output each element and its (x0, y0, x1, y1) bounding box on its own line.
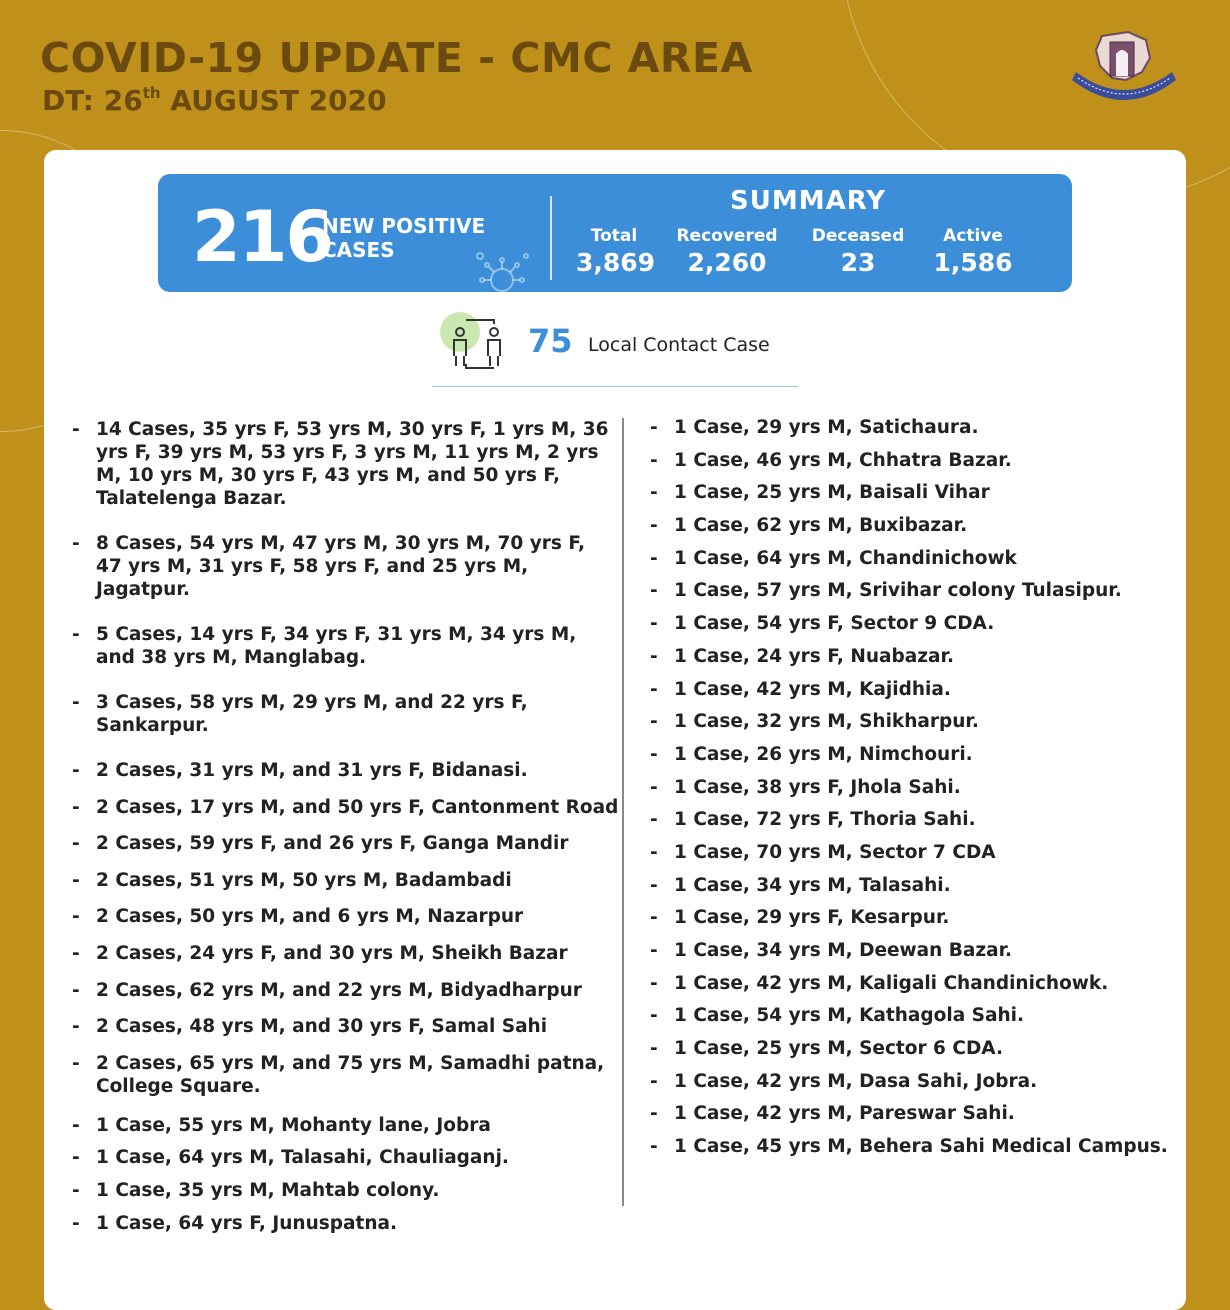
local-contact-row (438, 308, 818, 374)
list-item: - 2 Cases, 50 yrs M, and 6 yrs M, Nazarpur (44, 905, 614, 942)
list-item: - 1 Case, 64 yrs F, Junuspatna. (44, 1212, 614, 1245)
contact-tracing-icon (438, 308, 508, 374)
list-item: - 1 Case, 54 yrs M, Kathagola Sahi. (622, 1004, 1186, 1037)
list-item: - 1 Case, 57 yrs M, Srivihar colony Tulasipur. (622, 579, 1186, 612)
right-case-list (622, 416, 1186, 1168)
page-date (42, 84, 387, 117)
content-card (44, 150, 1186, 1310)
list-item: - 1 Case, 29 yrs M, Satichaura. (622, 416, 1186, 449)
list-item: - 2 Cases, 59 yrs F, and 26 yrs F, Ganga Mandir (44, 832, 614, 869)
new-positive-count: 216 (192, 196, 333, 278)
stat-value: 23 (840, 248, 876, 277)
list-item: - 2 Cases, 17 yrs M, and 50 yrs F, Cantonment Road (44, 796, 614, 833)
left-case-list (44, 418, 619, 1244)
list-item: - 1 Case, 35 yrs M, Mahtab colony. (44, 1179, 614, 1212)
stat-value: 2,260 (687, 248, 767, 277)
list-item: - 1 Case, 70 yrs M, Sector 7 CDA (622, 841, 1186, 874)
list-item: - 1 Case, 64 yrs M, Talasahi, Chauliaganj. (44, 1146, 614, 1179)
list-item: - 1 Case, 34 yrs M, Deewan Bazar. (622, 939, 1186, 972)
stat-total (576, 226, 656, 277)
list-item: - 1 Case, 32 yrs M, Shikharpur. (622, 710, 1186, 743)
list-item: - 1 Case, 26 yrs M, Nimchouri. (622, 743, 1186, 776)
summary-divider (550, 196, 552, 280)
local-contact-label: Local Contact Case (588, 334, 770, 356)
stat-label: Recovered (676, 226, 778, 246)
list-item: - 1 Case, 24 yrs F, Nuabazar. (622, 645, 1186, 678)
stat-label: Deceased (811, 226, 905, 246)
list-item: - 1 Case, 55 yrs M, Mohanty lane, Jobra (44, 1114, 614, 1147)
list-item: - 1 Case, 25 yrs M, Baisali Vihar (622, 481, 1186, 514)
list-item: - 2 Cases, 62 yrs M, and 22 yrs M, Bidyadharpur (44, 979, 614, 1016)
stat-active (930, 226, 1016, 277)
date-ordinal: th (142, 84, 161, 102)
cmc-logo-icon (1066, 28, 1182, 114)
summary-box (158, 174, 1072, 292)
list-item: - 1 Case, 45 yrs M, Behera Sahi Medical Campus. (622, 1135, 1186, 1168)
date-prefix: DT: 26 (42, 84, 143, 117)
list-item: - 1 Case, 54 yrs F, Sector 9 CDA. (622, 612, 1186, 645)
stat-label: Total (590, 226, 638, 246)
list-item: - 1 Case, 62 yrs M, Buxibazar. (622, 514, 1186, 547)
page-title: COVID-19 UPDATE - CMC AREA (40, 34, 753, 82)
list-item: - 2 Cases, 65 yrs M, and 75 yrs M, Samadhi patna, College Square. (44, 1052, 614, 1098)
list-item: - 3 Cases, 58 yrs M, 29 yrs M, and 22 yrs F, Sankarpur. (44, 691, 614, 737)
virus-icon (472, 250, 534, 294)
list-item: - 1 Case, 34 yrs M, Talasahi. (622, 874, 1186, 907)
list-item: - 1 Case, 25 yrs M, Sector 6 CDA. (622, 1037, 1186, 1070)
list-item: - 1 Case, 42 yrs M, Dasa Sahi, Jobra. (622, 1070, 1186, 1103)
stat-recovered (672, 226, 782, 277)
list-item: - 2 Cases, 31 yrs M, and 31 yrs F, Bidanasi. (44, 759, 614, 796)
list-item: - 5 Cases, 14 yrs F, 34 yrs F, 31 yrs M, 34 yrs M, and 38 yrs M, Manglabag. (44, 623, 614, 669)
list-item: - 2 Cases, 48 yrs M, and 30 yrs F, Samal Sahi (44, 1015, 614, 1052)
list-item: - 1 Case, 72 yrs F, Thoria Sahi. (622, 808, 1186, 841)
list-item: - 1 Case, 42 yrs M, Pareswar Sahi. (622, 1102, 1186, 1135)
list-item: - 2 Cases, 24 yrs F, and 30 yrs M, Sheikh Bazar (44, 942, 614, 979)
summary-title: SUMMARY (730, 186, 887, 216)
list-item: - 1 Case, 64 yrs M, Chandinichowk (622, 547, 1186, 580)
list-item: - 2 Cases, 51 yrs M, 50 yrs M, Badambadi (44, 869, 614, 906)
stat-value: 1,586 (933, 248, 1013, 277)
list-item: - 1 Case, 38 yrs F, Jhola Sahi. (622, 776, 1186, 809)
list-item: - 8 Cases, 54 yrs M, 47 yrs M, 30 yrs M, 70 yrs F, 47 yrs M, 31 yrs F, 58 yrs F, and 25 yrs M, Jagatpur. (44, 532, 614, 601)
section-divider (432, 386, 798, 387)
local-contact-count: 75 (528, 322, 573, 360)
list-item: - 1 Case, 46 yrs M, Chhatra Bazar. (622, 449, 1186, 482)
date-suffix: AUGUST 2020 (160, 84, 387, 117)
stat-label: Active (943, 226, 1003, 246)
list-item: - 1 Case, 29 yrs F, Kesarpur. (622, 906, 1186, 939)
list-item: - 1 Case, 42 yrs M, Kajidhia. (622, 678, 1186, 711)
stat-deceased (806, 226, 910, 277)
list-item: - 1 Case, 42 yrs M, Kaligali Chandinichowk. (622, 972, 1186, 1005)
new-positive-label: NEW POSITIVE CASES (322, 214, 486, 262)
list-item: - 14 Cases, 35 yrs F, 53 yrs M, 30 yrs F, 1 yrs M, 36 yrs F, 39 yrs M, 53 yrs F, 3 yrs M, 11 yrs M, 2 yrs M, 10 yrs M, 30 yrs F, 43 yrs M, and 50 yrs F, Talatelenga Bazar. (44, 418, 614, 510)
stat-value: 3,869 (576, 248, 656, 277)
